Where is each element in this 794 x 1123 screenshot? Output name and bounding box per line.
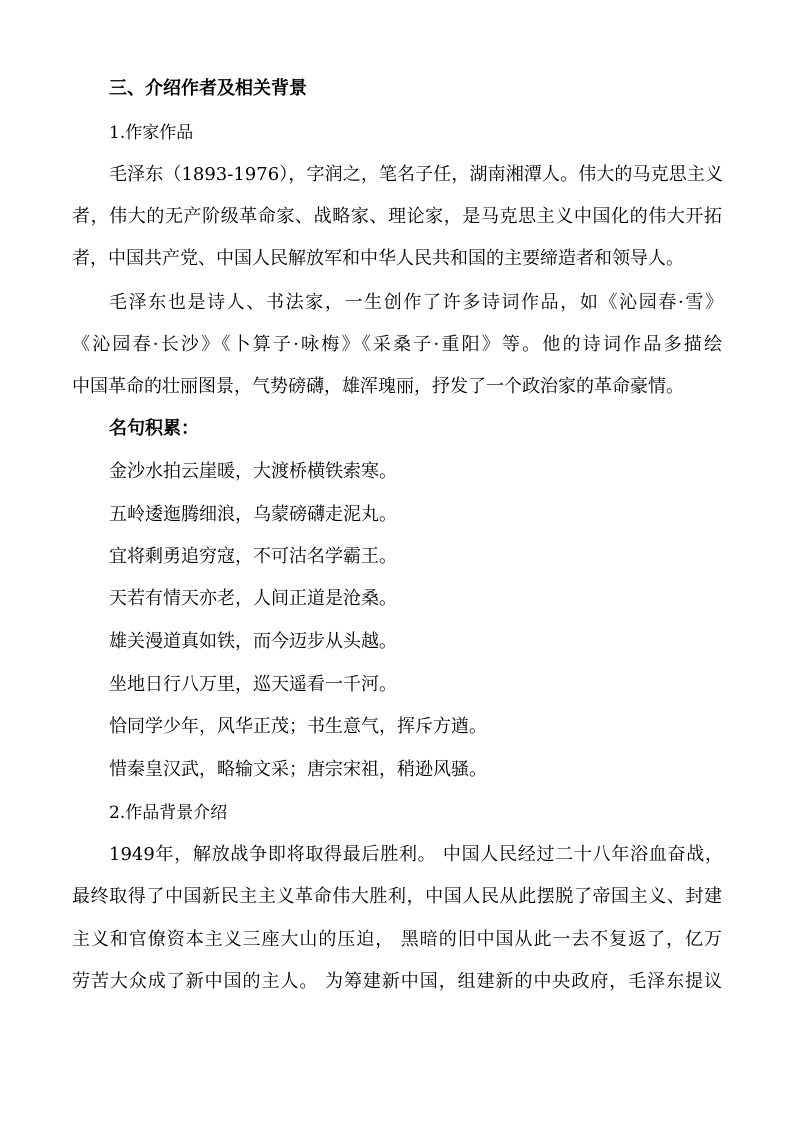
quote-line: 恰同学少年，风华正茂；书生意气，挥斥方遒。 (109, 716, 487, 737)
quote-line: 宜将剩勇追穷寇，不可沽名学霸王。 (109, 546, 397, 567)
quote-line: 五岭逶迤腾细浪，乌蒙磅礴走泥丸。 (109, 504, 397, 525)
paragraph-1-line-3: 者，中国共产党、中国人民解放军和中华人民共和国的主要缔造者和领导人。 (72, 248, 684, 269)
paragraph-3-line-2: 最终取得了中国新民主主义革命伟大胜利，中国人民从此摆脱了帝国主义、封建 (72, 886, 722, 907)
quote-line: 雄关漫道真如铁，而今迈步从头越。 (109, 631, 397, 652)
quote-line: 惜秦皇汉武，略输文采；唐宗宋祖，稍逊风骚。 (109, 759, 487, 780)
paragraph-3-line-3: 主义和官僚资本主义三座大山的压迫， 黑暗的旧中国从此一去不复返了，亿万 (72, 929, 722, 950)
subsection-title-background: 2.作品背景介绍 (109, 803, 228, 823)
paragraph-3-line-1: 1949年，解放战争即将取得最后胜利。 中国人民经过二十八年浴血奋战， (109, 844, 723, 865)
paragraph-2-line-3: 中国革命的壮丽图景，气势磅礴，雄浑瑰丽，抒发了一个政治家的革命豪情。 (72, 376, 684, 397)
quote-line: 天若有情天亦老，人间正道是沧桑。 (109, 588, 397, 609)
paragraph-2-line-2: 《沁园春·长沙》《卜算子·咏梅》《采桑子·重阳》等。他的诗词作品多描绘 (72, 334, 722, 355)
paragraph-1-line-2: 者，伟大的无产阶级革命家、战略家、理论家，是马克思主义中国化的伟大开拓 (72, 206, 722, 227)
quotes-heading: 名句积累： (109, 418, 199, 439)
subsection-title-works: 1.作家作品 (109, 123, 194, 143)
paragraph-2-line-1: 毛泽东也是诗人、书法家，一生创作了许多诗词作品，如《沁园春·雪》 (109, 292, 723, 313)
quote-line: 坐地日行八万里，巡天遥看一千河。 (109, 674, 397, 695)
paragraph-3-line-4: 劳苦大众成了新中国的主人。 为筹建新中国，组建新的中央政府，毛泽东提议 (72, 971, 722, 992)
quote-line: 金沙水拍云崖暖，大渡桥横铁索寒。 (109, 461, 397, 482)
section-title: 三、介绍作者及相关背景 (109, 78, 307, 99)
paragraph-1-line-1: 毛泽东（1893-1976），字润之，笔名子任，湖南湘潭人。伟大的马克思主义 (109, 164, 723, 185)
